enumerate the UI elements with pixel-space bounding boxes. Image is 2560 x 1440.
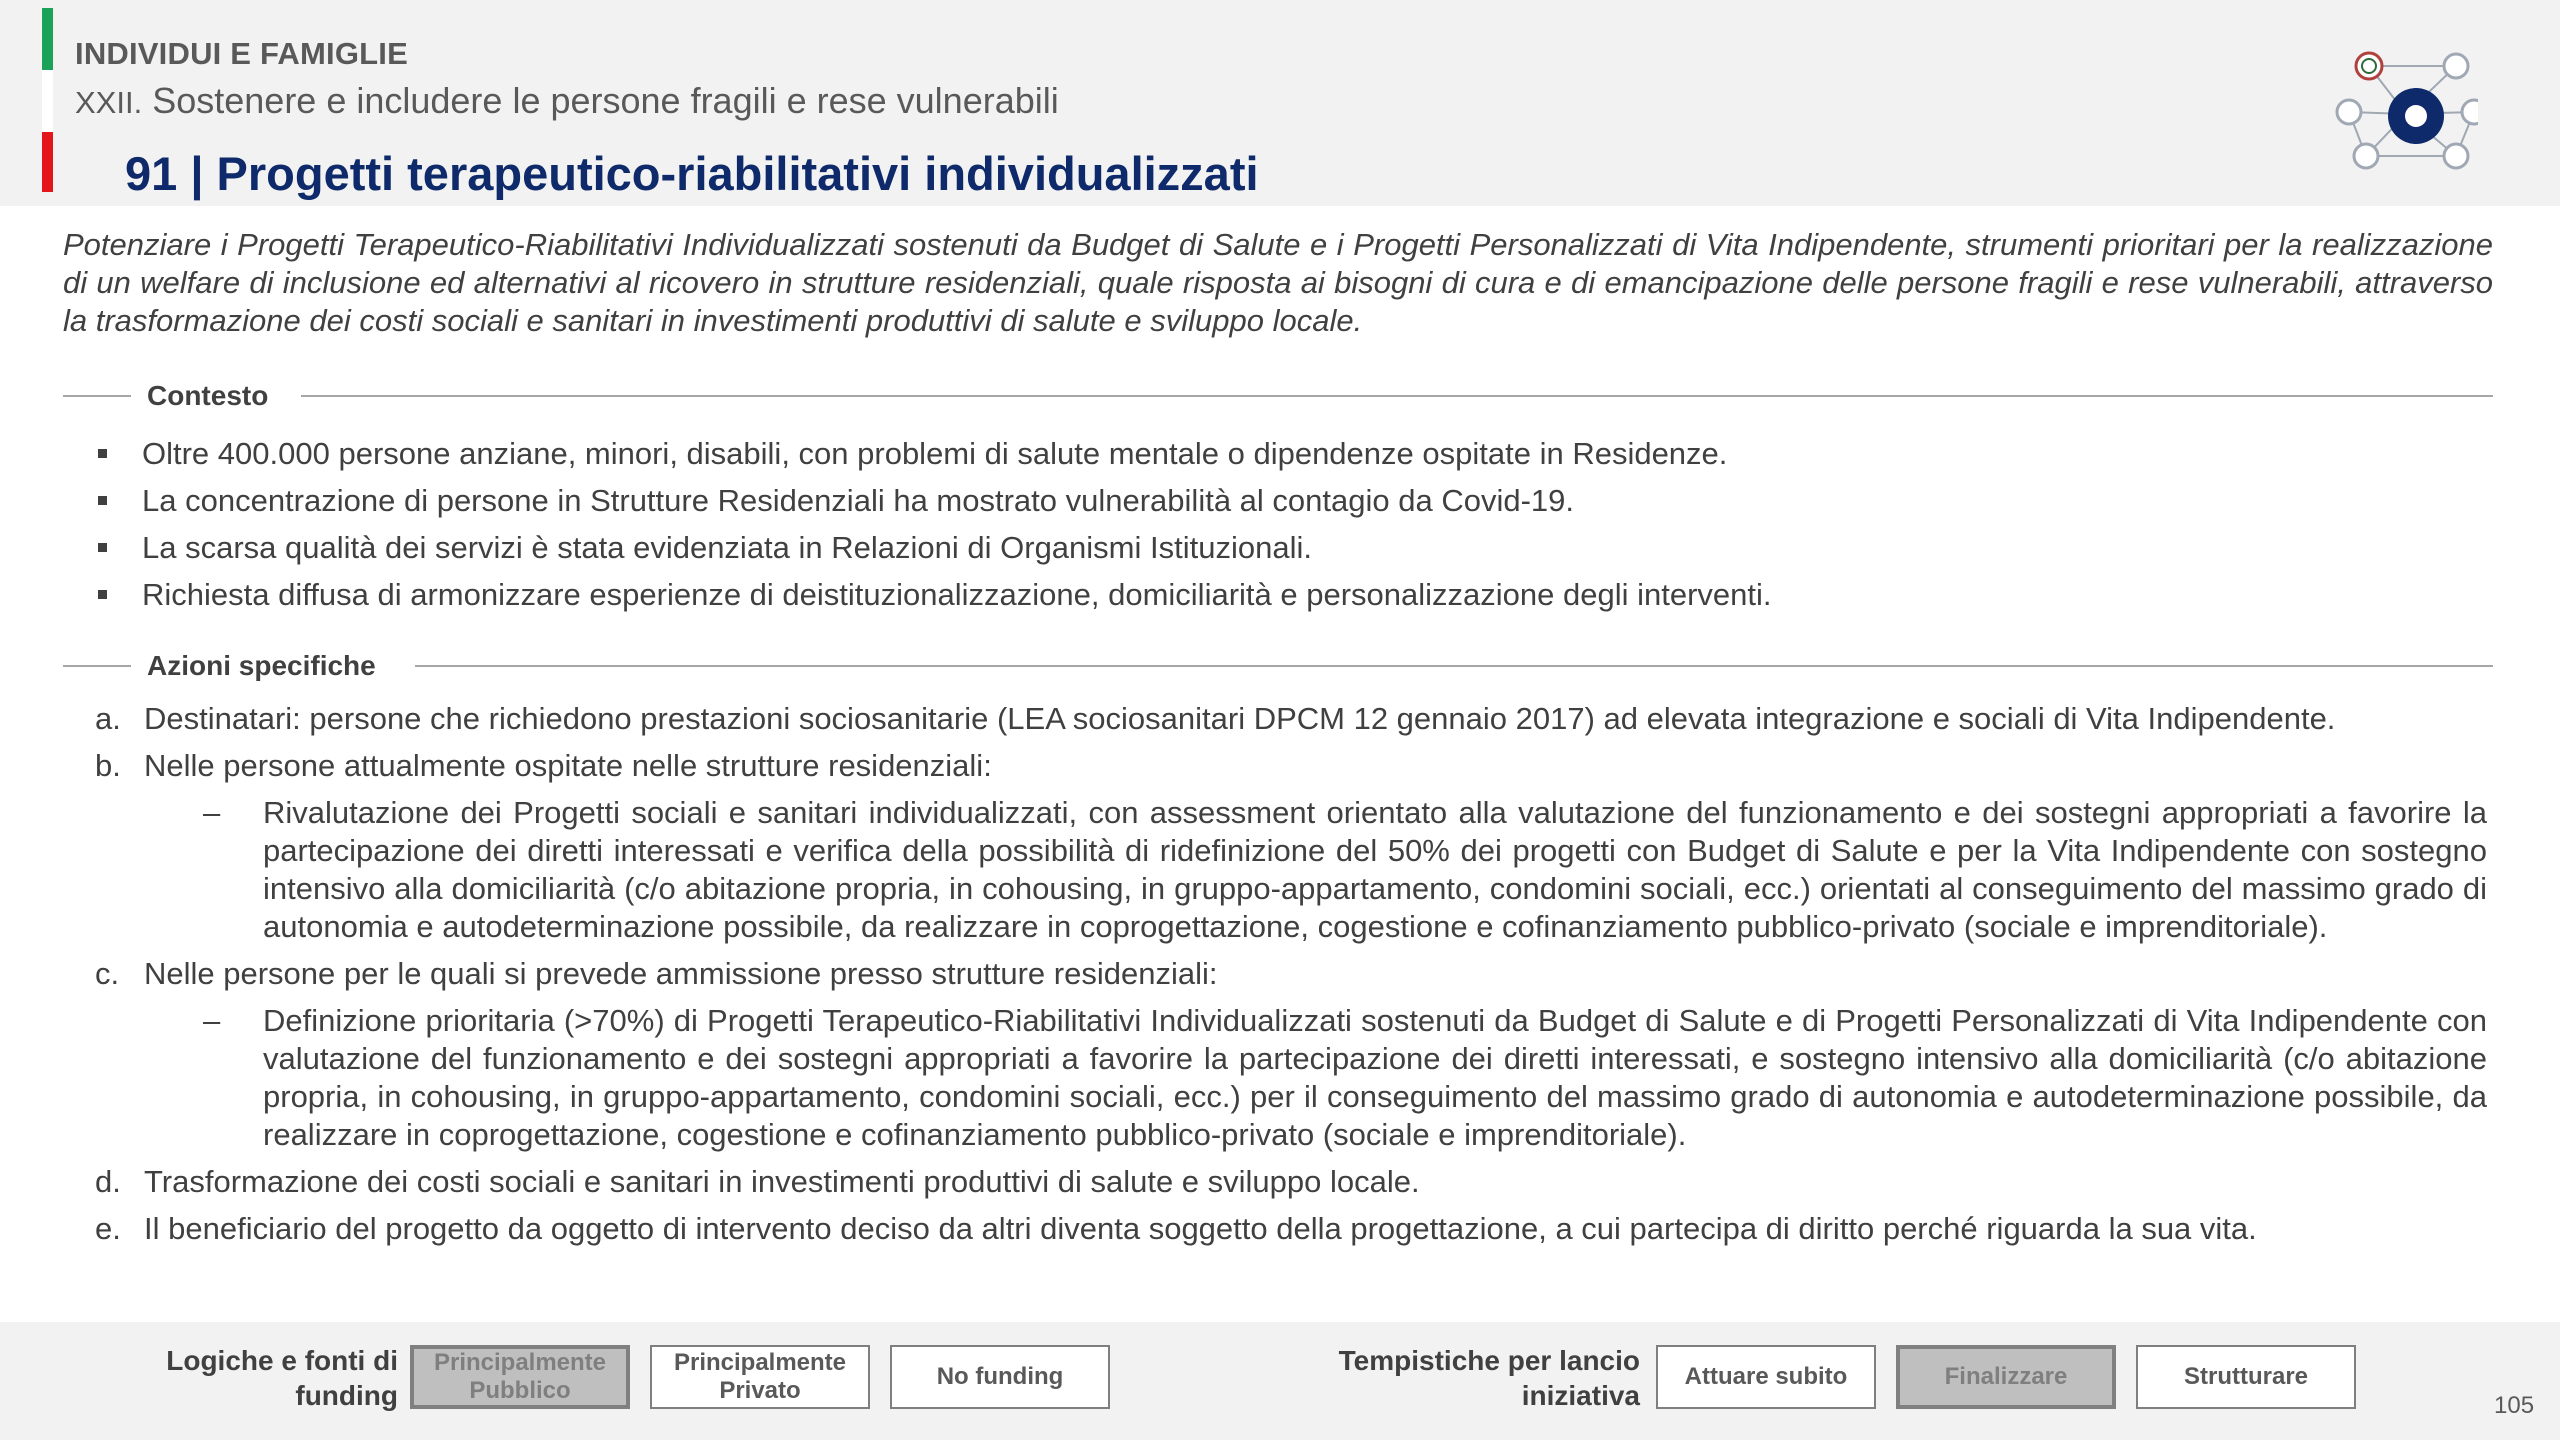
- bullet-square-icon: [98, 496, 107, 505]
- list-item: La scarsa qualità dei servizi è stata evidenziata in Relazioni di Organismi Istituzionali.: [95, 524, 2495, 571]
- sub-action: [95, 1002, 2487, 1154]
- action-item-d: [95, 1163, 2487, 1201]
- azioni-header: [63, 650, 2493, 680]
- list-item: La concentrazione di persone in Strutture Residenziali ha mostrato vulnerabilità al contagio da Covid-19.: [95, 477, 2495, 524]
- intro-paragraph: Potenziare i Progetti Terapeutico-Riabilitativi Individualizzati sostenuti da Budget di Salute e i Progetti Personalizzati di Vita Indipendente, strumenti prioritari per la realizzazione di un welfare di inclusione ed alternativi al ricovero in strutture residenziali, quale risposta ai bisogni di cura e di emancipazione delle persone fragili e rese vulnerabili, attraverso la trasformazione dei costi sociali e sanitari in investimenti produttivi di salute e sviluppo locale.: [63, 227, 2493, 338]
- divider-left: [63, 395, 131, 397]
- flag-red-stripe: [42, 132, 53, 192]
- timing-option-finalizzare[interactable]: Finalizzare: [1896, 1345, 2116, 1409]
- action-text: Il beneficiario del progetto da oggetto di intervento deciso da altri diventa soggetto della progettazione, a cui partecipa di diritto perché riguarda la sua vita.: [144, 1211, 2257, 1246]
- emblem-icon: [2356, 53, 2382, 79]
- action-marker: b.: [95, 748, 121, 783]
- action-text: Nelle persone per le quali si prevede ammissione presso strutture residenziali:: [144, 956, 1218, 991]
- subsection-title: [75, 80, 1059, 122]
- section-label: INDIVIDUI E FAMIGLIE: [75, 36, 408, 71]
- action-marker: c.: [95, 956, 120, 991]
- action-item-c: [95, 955, 2487, 1154]
- action-item-a: [95, 700, 2487, 738]
- page-number: 105: [2494, 1392, 2535, 1419]
- flag-white-stripe: [42, 70, 53, 132]
- sub-action: [95, 794, 2487, 946]
- sub-action-text: Definizione prioritaria (>70%) di Progetti Terapeutico-Riabilitativi Individualizzati sostenuti da Budget di Salute e di Progetti Personalizzati di Vita Indipendente con valutazione del funzionamento e dei sostegni appropriati a favorire la partecipazione dei diretti interessati, e sostegno intensivo alla domiciliarità (c/o abitazione propria, in cohousing, in gruppo-appartamento, condomini sociali, ecc.) per il conseguimento del massimo grado di autonomia e autodeterminazione possibile, da realizzare in coprogettazione, cogestione e cofinanziamento pubblico-privato (sociale e imprenditoriale).: [263, 1003, 2487, 1152]
- action-text: Destinatari: persone che richiedono prestazioni sociosanitarie (LEA sociosanitari DPCM 12 gennaio 2017) ad elevata integrazione e sociali di Vita Indipendente.: [144, 701, 2336, 736]
- action-text: Nelle persone attualmente ospitate nelle strutture residenziali:: [144, 748, 992, 783]
- azioni-list: [95, 700, 2487, 1257]
- funding-option-no-funding[interactable]: No funding: [890, 1345, 1110, 1409]
- divider-right: [301, 395, 2493, 397]
- bullet-square-icon: [98, 590, 107, 599]
- bullet-square-icon: [98, 449, 107, 458]
- contesto-list: [95, 430, 2495, 618]
- funding-label: Logiche e fonti di funding: [166, 1345, 398, 1411]
- dash-marker: –: [203, 795, 221, 830]
- list-item: Oltre 400.000 persone anziane, minori, disabili, con problemi di salute mentale o dipendenze ospitate in Residenze.: [95, 430, 2495, 477]
- flag-green-stripe: [42, 8, 53, 70]
- network-logo-icon: [2334, 44, 2478, 180]
- page-title: 91 | Progetti terapeutico-riabilitativi individualizzati: [125, 147, 1259, 200]
- action-text: Trasformazione dei costi sociali e sanitari in investimenti produttivi di salute e sviluppo locale.: [144, 1164, 1420, 1199]
- divider-right: [415, 665, 2493, 667]
- funding-option-pubblico[interactable]: Principalmente Pubblico: [410, 1345, 630, 1409]
- timing-label: Tempistiche per lancio iniziativa: [1338, 1345, 1640, 1411]
- action-item-b: [95, 747, 2487, 946]
- divider-left: [63, 665, 131, 667]
- bullet-square-icon: [98, 543, 107, 552]
- funding-option-privato[interactable]: Principalmente Privato: [650, 1345, 870, 1409]
- action-marker: a.: [95, 701, 121, 736]
- sub-action-text: Rivalutazione dei Progetti sociali e sanitari individualizzati, con assessment orientato alla valutazione del funzionamento e dei sostegni appropriati a favorire la partecipazione dei diretti interessati e verifica della possibilità di ridefinizione del 50% dei progetti con Budget di Salute e per la Vita Indipendente con sostegno intensivo alla domiciliarità (c/o abitazione propria, in cohousing, in gruppo-appartamento, condomini sociali, ecc.) orientati al conseguimento del massimo grado di autonomia e autodeterminazione possibile, da realizzare in coprogettazione, cogestione e cofinanziamento pubblico-privato (sociale e imprenditoriale).: [263, 795, 2487, 944]
- azioni-label: Azioni specifiche: [147, 650, 376, 681]
- timing-option-strutturare[interactable]: Strutturare: [2136, 1345, 2356, 1409]
- action-marker: d.: [95, 1164, 121, 1199]
- timing-option-attuare-subito[interactable]: Attuare subito: [1656, 1345, 1876, 1409]
- action-item-e: [95, 1210, 2487, 1248]
- contesto-label: Contesto: [147, 380, 269, 411]
- subsection-number: XXII.: [75, 85, 143, 120]
- action-marker: e.: [95, 1211, 121, 1246]
- subsection-text: Sostenere e includere le persone fragili e rese vulnerabili: [152, 80, 1059, 121]
- dash-marker: –: [203, 1003, 221, 1038]
- contesto-header: [63, 380, 2493, 410]
- list-item: Richiesta diffusa di armonizzare esperienze di deistituzionalizzazione, domiciliarità e personalizzazione degli interventi.: [95, 571, 2495, 618]
